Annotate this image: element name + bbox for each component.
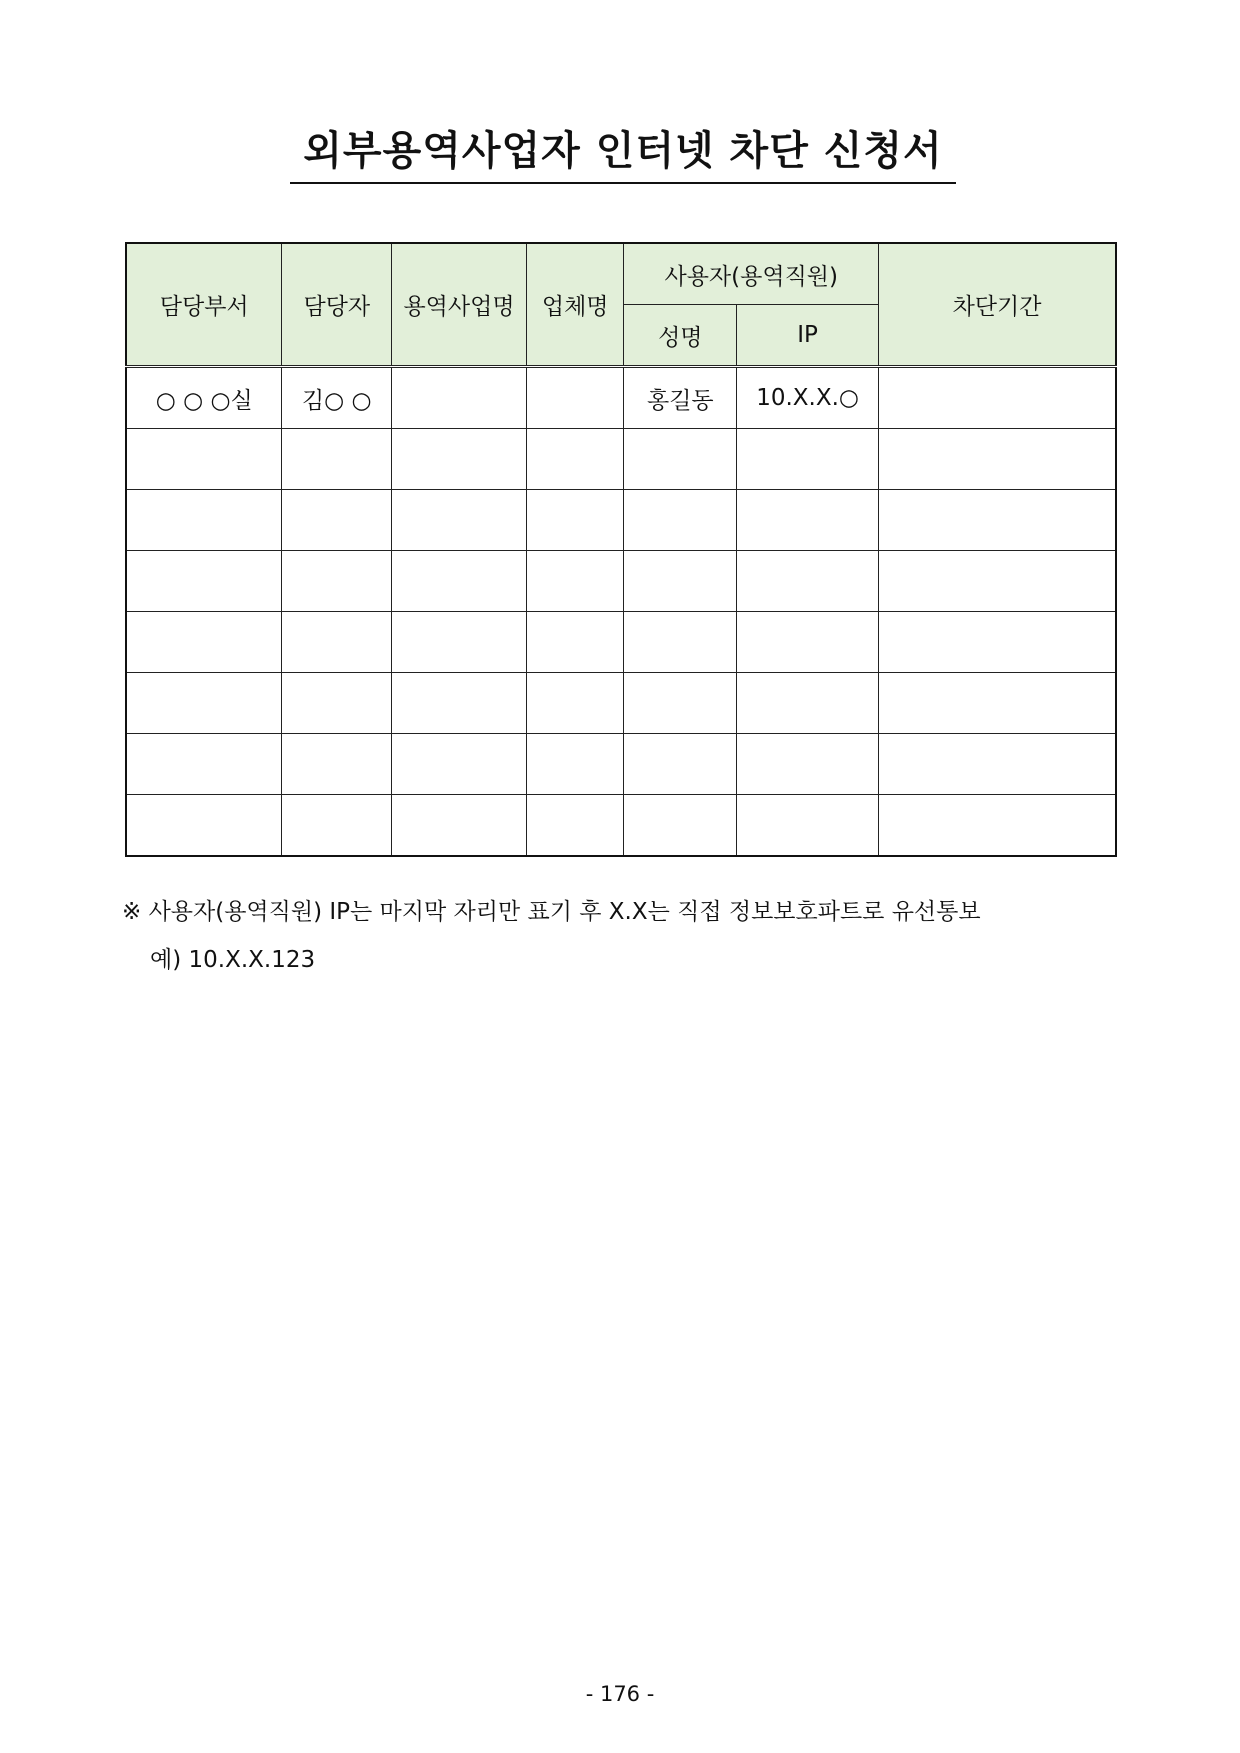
cell-manager: 김○ ○ — [282, 367, 392, 429]
cell-project-name — [392, 673, 527, 734]
cell-user-ip — [737, 673, 879, 734]
cell-user-name — [624, 673, 737, 734]
request-form-table — [125, 242, 1117, 857]
cell-company-name — [526, 795, 624, 857]
cell-department — [126, 490, 282, 551]
page-number: - 176 - — [585, 1682, 655, 1706]
header-block-period: 차단기간 — [879, 243, 1116, 367]
cell-department — [126, 551, 282, 612]
header-department: 담당부서 — [126, 243, 282, 367]
cell-project-name — [392, 490, 527, 551]
table-row — [126, 795, 1116, 857]
cell-block-period — [879, 367, 1116, 429]
cell-department — [126, 795, 282, 857]
cell-project-name — [392, 367, 527, 429]
cell-project-name — [392, 429, 527, 490]
ip-note-text: ※ 사용자(용역직원) IP는 마지막 자리만 표기 후 X.X는 직접 정보보호파트로 유선통보 — [122, 899, 981, 925]
cell-manager — [282, 612, 392, 673]
cell-manager — [282, 551, 392, 612]
cell-user-ip — [737, 612, 879, 673]
cell-user-ip — [737, 551, 879, 612]
header-user-ip: IP — [737, 305, 879, 367]
cell-manager — [282, 429, 392, 490]
table-row — [126, 612, 1116, 673]
cell-user-name: 홍길동 — [624, 367, 737, 429]
table-row — [126, 551, 1116, 612]
cell-block-period — [879, 673, 1116, 734]
cell-block-period — [879, 490, 1116, 551]
cell-project-name — [392, 612, 527, 673]
cell-company-name — [526, 367, 624, 429]
cell-user-name — [624, 612, 737, 673]
cell-user-name — [624, 734, 737, 795]
cell-company-name — [526, 490, 624, 551]
cell-department: ○ ○ ○실 — [126, 367, 282, 429]
cell-user-name — [624, 429, 737, 490]
cell-department — [126, 429, 282, 490]
cell-manager — [282, 795, 392, 857]
document-title: 외부용역사업자 인터넷 차단 신청서 — [290, 118, 956, 184]
cell-company-name — [526, 734, 624, 795]
table-row — [126, 367, 1116, 429]
table-row — [126, 429, 1116, 490]
header-user-group: 사용자(용역직원) — [624, 243, 879, 305]
cell-company-name — [526, 673, 624, 734]
header-company-name: 업체명 — [526, 243, 624, 367]
cell-department — [126, 612, 282, 673]
ip-note-example: 예) 10.X.X.123 — [150, 947, 316, 973]
cell-department — [126, 673, 282, 734]
cell-block-period — [879, 795, 1116, 857]
cell-user-ip: 10.X.X.○ — [737, 367, 879, 429]
table-header — [126, 243, 1116, 367]
header-manager: 담당자 — [282, 243, 392, 367]
cell-user-ip — [737, 734, 879, 795]
table-row — [126, 734, 1116, 795]
cell-company-name — [526, 429, 624, 490]
table-row — [126, 673, 1116, 734]
cell-user-ip — [737, 795, 879, 857]
cell-block-period — [879, 612, 1116, 673]
cell-block-period — [879, 429, 1116, 490]
cell-department — [126, 734, 282, 795]
cell-user-ip — [737, 490, 879, 551]
cell-manager — [282, 734, 392, 795]
cell-company-name — [526, 612, 624, 673]
cell-manager — [282, 673, 392, 734]
table-body — [126, 367, 1116, 857]
cell-block-period — [879, 551, 1116, 612]
cell-project-name — [392, 795, 527, 857]
cell-project-name — [392, 734, 527, 795]
header-project-name: 용역사업명 — [392, 243, 527, 367]
cell-manager — [282, 490, 392, 551]
table-row — [126, 490, 1116, 551]
cell-user-ip — [737, 429, 879, 490]
cell-user-name — [624, 490, 737, 551]
cell-user-name — [624, 551, 737, 612]
cell-block-period — [879, 734, 1116, 795]
cell-user-name — [624, 795, 737, 857]
cell-project-name — [392, 551, 527, 612]
ip-note — [122, 888, 1122, 984]
header-user-name: 성명 — [624, 305, 737, 367]
cell-company-name — [526, 551, 624, 612]
